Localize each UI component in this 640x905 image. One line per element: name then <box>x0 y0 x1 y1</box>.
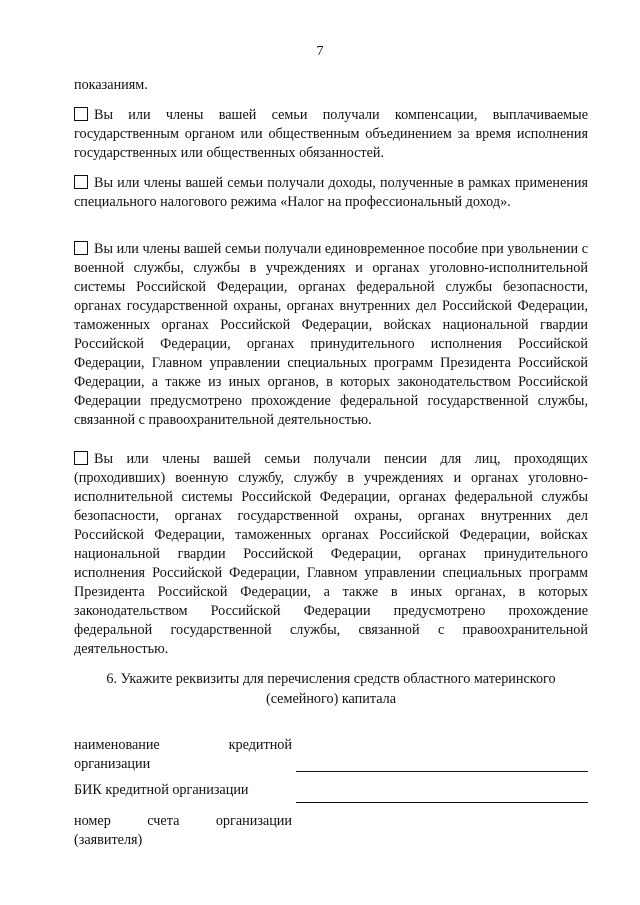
bank-name-field[interactable] <box>296 771 588 772</box>
option-compensation <box>74 106 588 163</box>
option-compensation-text: Вы или члены вашей семьи получали компенсации, выплачиваемые государственным органом или общественным объединением за время исполнения государственных или общественных обязанностей. <box>74 107 588 161</box>
account-number-label-line2: (заявителя) <box>74 832 143 848</box>
bank-name-label <box>74 736 292 774</box>
checkbox-professional-income[interactable] <box>74 175 88 189</box>
account-number-label <box>74 812 292 850</box>
option-professional-income <box>74 174 588 212</box>
checkbox-severance-payment[interactable] <box>74 241 88 255</box>
bik-field[interactable] <box>296 802 588 803</box>
account-number-label-word3: организации <box>215 813 292 829</box>
option-professional-income-text: Вы или члены вашей семьи получали доходы, полученные в рамках применения специального налогового режима «Налог на профессиональный доход». <box>74 175 588 210</box>
account-number-label-word2: счета <box>147 813 180 829</box>
bank-name-label-word2: кредитной <box>228 737 292 753</box>
checkbox-pension[interactable] <box>74 451 88 465</box>
option-pension-text: Вы или члены вашей семьи получали пенсии для лиц, проходящих (проходивших) военную службу, службу в учреждениях и органах уголовно-исполнительной системы Российской Федерации, органах федеральной службы безопасности, органах государственной охраны, органах внутренних дел Российской Федерации, таможенных органах Российской Федерации, войсках национальной гвардии Российской Федерации, органах принудительного исполнения Российской Федерации, Главном управлении специальных программ Президента Российской Федерации, а также в иных органах, в которых законодательством Российской Федерации предусмотрено прохождение федеральной государственной службы, связанной с правоохранительной деятельностью. <box>74 451 588 657</box>
option-severance-payment-text: Вы или члены вашей семьи получали единовременное пособие при увольнении с военной службы, службы в учреждениях и органах уголовно-исполнительной системы Российской Федерации, органах федеральной службы безопасности, органах государственной охраны, органах внутренних дел Российской Федерации, таможенных органах Российской Федерации, войсках национальной гвардии Российской Федерации, органах принудительного исполнения Российской Федерации, Главном управлении специальных программ Президента Российской Федерации, а также из иных органов, в которых законодательством Российской Федерации предусмотрено прохождение федеральной государственной службы, связанной с правоохранительной деятельностью. <box>74 241 588 428</box>
section-6-title-line2: (семейного) капитала <box>265 691 397 707</box>
bik-label: БИК кредитной организации <box>74 782 249 798</box>
account-number-label-word1: номер <box>74 813 111 829</box>
page-number: 7 <box>316 44 324 59</box>
bank-name-label-line2: организации <box>74 756 151 772</box>
intro-line: показаниям. <box>74 77 148 93</box>
bank-name-label-word1: наименование <box>74 737 160 753</box>
option-severance-payment <box>74 240 588 430</box>
section-6-title <box>74 669 588 709</box>
checkbox-compensation[interactable] <box>74 107 88 121</box>
option-pension <box>74 450 588 659</box>
section-6-title-line1: 6. Укажите реквизиты для перечисления средств областного материнского <box>106 671 556 687</box>
